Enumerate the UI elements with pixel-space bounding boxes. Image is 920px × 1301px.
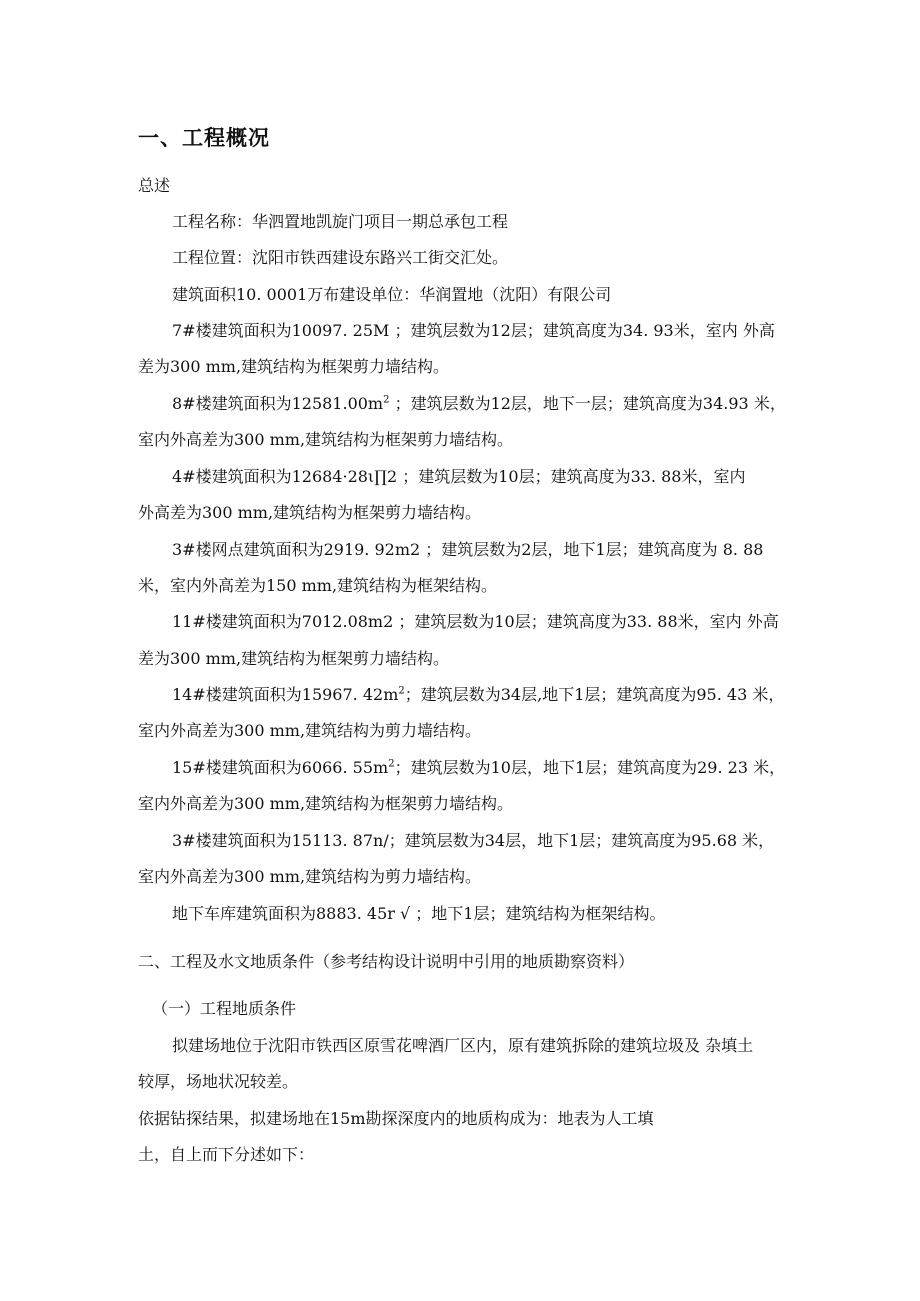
project-location-line: 工程位置：沈阳市铁西建设东路兴工街交汇处。	[172, 248, 509, 267]
section-title-project-overview: 一、工程概况	[138, 125, 270, 150]
building-4-line-2: 外高差为300 mm,建筑结构为框架剪力墙结构。	[138, 503, 482, 522]
building-11-line-1: 11#楼建筑面积为7012.08m2 ；建筑层数为10层；建筑高度为33. 88米，室内 外高	[172, 612, 779, 631]
building-7-line-2: 差为300 mm,建筑结构为框架剪力墙结构。	[138, 357, 450, 376]
building-8-line-2: 室内外高差为300 mm,建筑结构为框架剪力墙结构。	[138, 430, 514, 449]
building-15-rest-text: ；建筑层数为10层，地下1层；建筑高度为29. 23 米，	[394, 758, 786, 777]
drilling-result-line-1: 依据钻探结果，拟建场地在15m勘探深度内的地质构成为：地表为人工填	[138, 1109, 654, 1128]
building-area-line: 建筑面积10. 0001万布建设单位：华润置地（沈阳）有限公司	[172, 285, 612, 304]
building-14-line-2: 室内外高差为300 mm,建筑结构为剪力墙结构。	[138, 721, 482, 740]
superscript-2: 2	[388, 758, 395, 770]
site-description-line-1: 拟建场地位于沈阳市铁西区原雪花啤酒厂区内，原有建筑拆除的建筑垃圾及 杂填土	[172, 1036, 754, 1055]
building-4-line-1: 4#楼建筑面积为12684·28ι∏2 ；建筑层数为10层；建筑高度为33. 88米，室内	[172, 467, 746, 486]
building-8-area-text: 8#楼建筑面积为12581.00m	[172, 394, 384, 413]
building-15-line-1	[172, 757, 785, 779]
superscript-2: 2	[398, 685, 405, 697]
project-name-line: 工程名称：华泗置地凯旋门项目一期总承包工程	[172, 212, 509, 231]
building-11-line-2: 差为300 mm,建筑结构为框架剪力墙结构。	[138, 649, 450, 668]
building-3-shop-line-1: 3#楼网点建筑面积为2919. 92m2 ；建筑层数为2层，地下1层；建筑高度为 8. 88	[172, 540, 764, 559]
drilling-result-line-2: 土，自上而下分述如下：	[138, 1145, 315, 1164]
building-3-line-2: 室内外高差为300 mm,建筑结构为剪力墙结构。	[138, 867, 482, 886]
building-8-line-1	[172, 393, 786, 415]
site-description-line-2: 较厚，场地状况较差。	[138, 1072, 299, 1091]
building-14-rest-text: ；建筑层数为34层,地下1层；建筑高度为95. 43 米，	[404, 685, 785, 704]
superscript-2: 2	[383, 394, 390, 406]
building-3-shop-line-2: 米，室内外高差为150 mm,建筑结构为框架结构。	[138, 576, 498, 595]
building-8-rest-text: ；建筑层数为12层，地下一层；建筑高度为34.93 米，	[389, 394, 786, 413]
building-14-line-1	[172, 684, 784, 706]
building-15-area-text: 15#楼建筑面积为6066. 55m	[172, 758, 389, 777]
building-15-line-2: 室内外高差为300 mm,建筑结构为框架剪力墙结构。	[138, 794, 514, 813]
building-7-line-1: 7#楼建筑面积为10097. 25M ；建筑层数为12层；建筑高度为34. 93米，室内 外高	[172, 321, 775, 340]
subsection-title-engineering-geology: （一）工程地质条件	[152, 999, 297, 1018]
subheading-overview: 总述	[138, 176, 171, 195]
building-3-line-1: 3#楼建筑面积为15113. 87n/；建筑层数为34层，地下1层；建筑高度为95.68 米，	[172, 831, 775, 850]
underground-garage-line: 地下车库建筑面积为8883. 45r √ ；地下1层；建筑结构为框架结构。	[172, 904, 666, 923]
building-14-area-text: 14#楼建筑面积为15967. 42m	[172, 685, 399, 704]
section-title-geology: 二、工程及水文地质条件（参考结构设计说明中引用的地质勘察资料）	[138, 952, 635, 971]
